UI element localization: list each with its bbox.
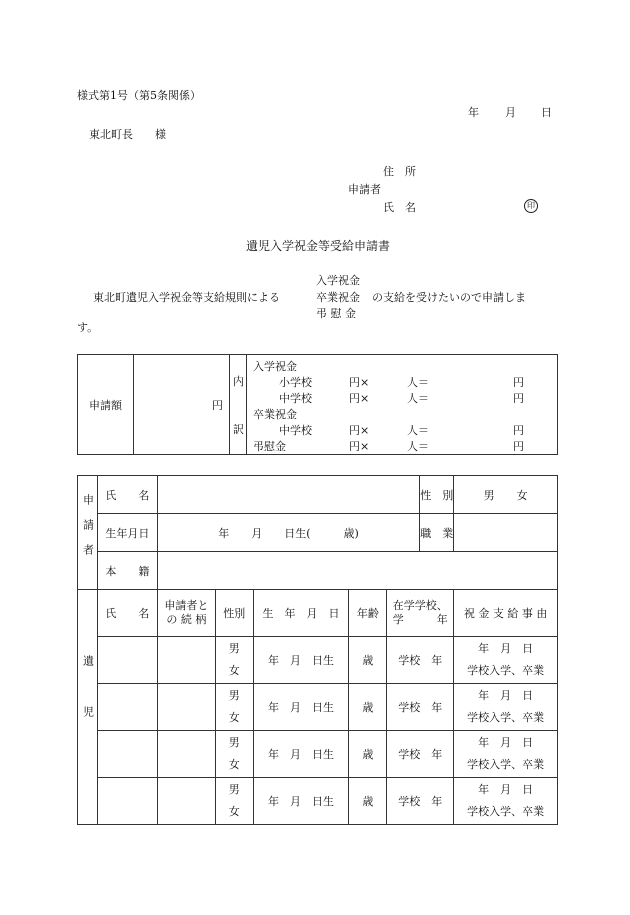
table-row <box>78 778 558 825</box>
orphan-relation-cell[interactable] <box>157 731 215 778</box>
orphan-header-dob: 生 年 月 日 <box>253 590 349 637</box>
name-label: 氏 名 <box>383 201 416 214</box>
domicile-label: 本 籍 <box>97 552 157 590</box>
orphan-gender-cell[interactable]: 男 女 <box>215 684 253 731</box>
orphan-gender-cell[interactable]: 男 女 <box>215 778 253 825</box>
orphan-reason-cell[interactable]: 年 月 日 学校入学、卒業 <box>454 731 558 778</box>
orphan-name-cell[interactable] <box>97 731 157 778</box>
breakdown-category: 入学祝金 <box>253 360 297 373</box>
document-title: 遺児入学祝金等受給申請書 <box>246 239 391 253</box>
orphan-reason-cell[interactable]: 年 月 日 学校入学、卒業 <box>454 684 558 731</box>
orphan-gender-cell[interactable]: 男 女 <box>215 637 253 684</box>
table-row <box>78 637 558 684</box>
applicant-orphan-table <box>77 475 558 825</box>
orphan-relation-cell[interactable] <box>157 637 215 684</box>
orphan-side-label: 遺児 <box>78 590 98 825</box>
form-number: 様式第1号（第5条関係） <box>77 89 201 102</box>
orphan-dob-cell[interactable]: 年 月 日生 <box>253 684 349 731</box>
orphan-reason-cell[interactable]: 年 月 日 学校入学、卒業 <box>454 778 558 825</box>
orphan-relation-cell[interactable] <box>157 778 215 825</box>
breakdown-sub: 小学校 <box>279 376 312 389</box>
breakdown-sub: 中学校 <box>279 424 312 437</box>
orphan-gender-cell[interactable]: 男 女 <box>215 731 253 778</box>
address-label: 住 所 <box>383 165 416 178</box>
orphan-name-cell[interactable] <box>97 637 157 684</box>
applicant-side-label: 申請者 <box>78 476 98 590</box>
breakdown-sub: 中学校 <box>279 392 312 405</box>
body-continuation: す。 <box>77 321 99 334</box>
orphan-header-name: 氏 名 <box>97 590 157 637</box>
orphan-reason-cell[interactable]: 年 月 日 学校入学、卒業 <box>454 637 558 684</box>
body-suffix: の支給を受けたいので申請しま <box>372 291 526 304</box>
date-month-label: 月 <box>505 106 516 119</box>
orphan-school-cell[interactable]: 学校 年 <box>387 684 454 731</box>
table-row <box>78 684 558 731</box>
breakdown-category: 卒業祝金 <box>253 408 297 421</box>
date-year-label: 年 <box>468 106 479 119</box>
orphan-age-cell[interactable]: 歳 <box>349 684 387 731</box>
orphan-age-cell[interactable]: 歳 <box>349 637 387 684</box>
orphan-dob-cell[interactable]: 年 月 日生 <box>253 637 349 684</box>
job-label: 職 業 <box>420 514 454 552</box>
applicant-label: 申請者 <box>348 183 381 196</box>
orphan-school-cell[interactable]: 学校 年 <box>387 637 454 684</box>
orphan-header-relation: 申請者と の 続 柄 <box>157 590 215 637</box>
orphan-relation-cell[interactable] <box>157 684 215 731</box>
dob-label: 生年月日 <box>97 514 157 552</box>
orphan-name-cell[interactable] <box>97 778 157 825</box>
seal-mark: 印 <box>524 198 538 213</box>
amount-yen: 円 <box>134 355 230 455</box>
orphan-age-cell[interactable]: 歳 <box>349 778 387 825</box>
orphan-age-cell[interactable]: 歳 <box>349 731 387 778</box>
option-nyugaku: 入学祝金 <box>316 274 360 287</box>
applicant-name-label: 氏 名 <box>97 476 157 514</box>
job-value[interactable] <box>454 514 558 552</box>
orphan-header-school: 在学学校、 学 年 <box>387 590 454 637</box>
addressee: 東北町長 様 <box>89 128 166 141</box>
orphan-school-cell[interactable]: 学校 年 <box>387 731 454 778</box>
date-day-label: 日 <box>541 106 552 119</box>
orphan-dob-cell[interactable]: 年 月 日生 <box>253 731 349 778</box>
orphan-school-cell[interactable]: 学校 年 <box>387 778 454 825</box>
breakdown-category: 弔慰金 <box>253 440 286 453</box>
gender-value[interactable]: 男 女 <box>454 476 558 514</box>
orphan-header-reason: 祝 金 支 給 事 由 <box>454 590 558 637</box>
domicile-value[interactable] <box>157 552 557 590</box>
orphan-name-cell[interactable] <box>97 684 157 731</box>
table-row <box>78 731 558 778</box>
orphan-dob-cell[interactable]: 年 月 日生 <box>253 778 349 825</box>
breakdown-label: 内 訳 <box>230 355 247 455</box>
option-choikin: 弔 慰 金 <box>316 307 356 320</box>
body-prefix: 東北町遺児入学祝金等支給規則による <box>93 291 280 304</box>
applicant-name-value[interactable] <box>157 476 419 514</box>
amount-table <box>77 354 558 455</box>
orphan-header-gender: 性別 <box>215 590 253 637</box>
dob-value[interactable]: 年 月 日生( 歳) <box>157 514 419 552</box>
amount-label: 申請額 <box>78 355 134 455</box>
gender-label: 性 別 <box>420 476 454 514</box>
option-sotsugyo: 卒業祝金 <box>316 291 360 304</box>
breakdown-cell: 入学祝金 小学校 円× 人＝ 円 中学校 円× 人＝ 円 卒業祝金 中学校 円× 人＝ 円 弔慰金 円× 人＝ 円 <box>247 355 558 455</box>
orphan-header-age: 年齢 <box>349 590 387 637</box>
